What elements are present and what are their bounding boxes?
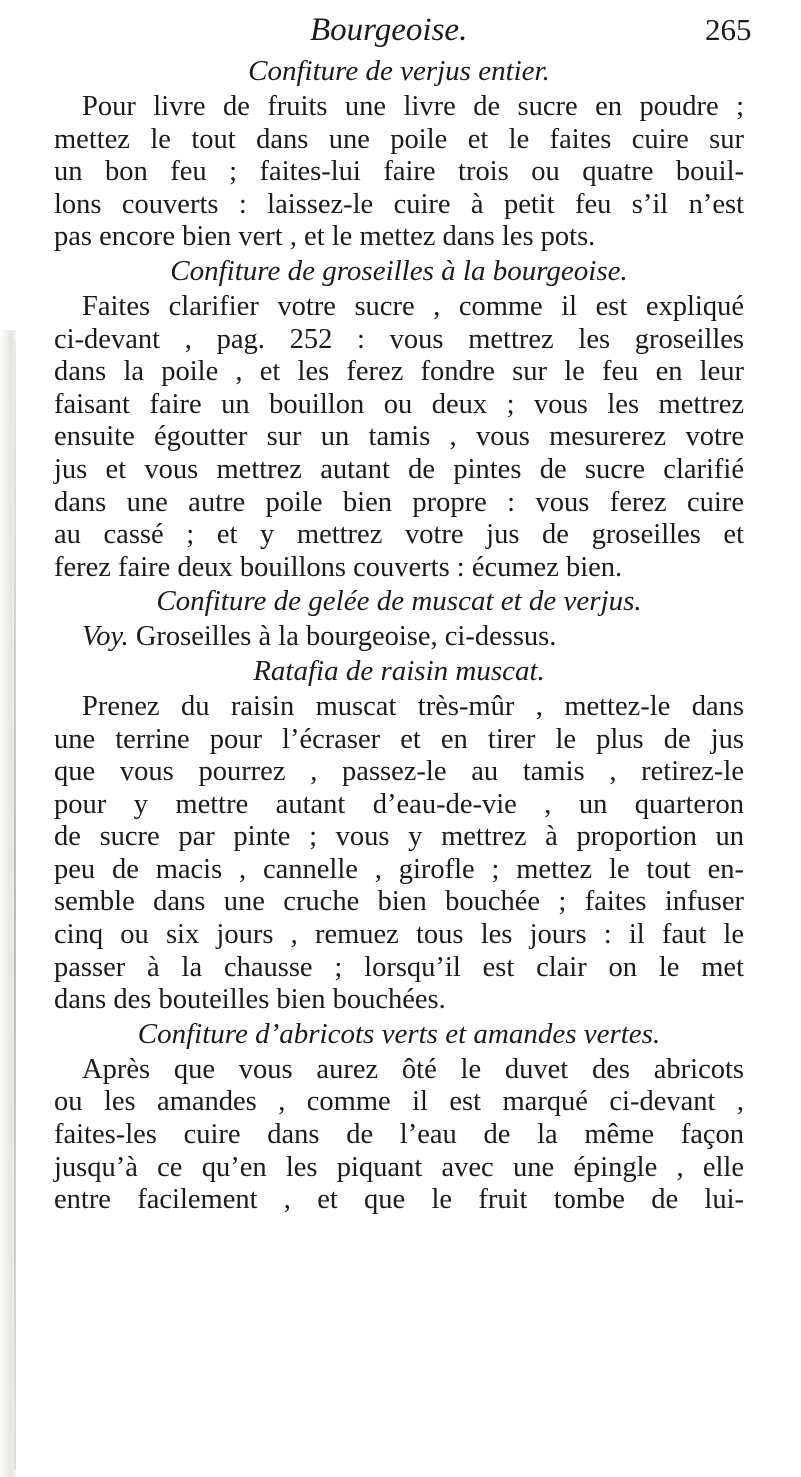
- cross-reference: [54, 621, 744, 654]
- text-line: entre facilement , et que le fruit tombe de lui-: [54, 1184, 744, 1216]
- text-line: mettez le tout dans une poile et le faites cuire sur: [54, 123, 744, 155]
- text-line: passer à la chausse ; lorsqu’il est clair on le met: [54, 951, 744, 983]
- text-line: faites-les cuire dans de l’eau de la même façon: [54, 1119, 744, 1151]
- text-line: de sucre par pinte ; vous y mettrez à proportion un: [54, 821, 744, 853]
- text-line: dans la poile , et les ferez fondre sur le feu en leur: [54, 356, 744, 388]
- text-line: jusqu’à ce qu’en les piquant avec une épingle , elle: [54, 1151, 744, 1183]
- text-line: pas encore bien vert , et le mettez dans les pots.: [54, 221, 596, 253]
- section-title: Ratafia de raisin muscat.: [253, 654, 545, 687]
- section-title: Confiture de groseilles à la bourgeoise.: [170, 254, 628, 287]
- text-line: Après que vous aurez ôté le duvet des abricots: [82, 1053, 744, 1085]
- see-text: Groseilles à la bourgeoise, ci-dessus.: [128, 621, 557, 653]
- text-line: cinq ou six jours , remuez tous les jours : il faut le: [54, 919, 744, 951]
- text-line: peu de macis , cannelle , girofle ; mettez le tout en-: [54, 853, 744, 885]
- text-line: faisant faire un bouillon ou deux ; vous les mettrez: [54, 388, 744, 420]
- text-line: au cassé ; et y mettrez votre jus de groseilles et: [54, 519, 744, 551]
- binding-shadow: [14, 340, 16, 1470]
- text-line: Faites clarifier votre sucre , comme il est expliqué: [82, 290, 744, 322]
- page-body: [54, 54, 744, 1217]
- text-line: jus et vous mettrez autant de pintes de sucre clarifié: [54, 453, 744, 485]
- text-line: un bon feu ; faites-lui faire trois ou quatre bouil-: [54, 156, 744, 188]
- section-title: Confiture de verjus entier.: [248, 55, 550, 87]
- text-line: ferez faire deux bouillons couverts : écumez bien.: [54, 551, 623, 583]
- text-line: Pour livre de fruits une livre de sucre en poudre ;: [82, 91, 744, 122]
- page-number: 265: [705, 12, 752, 47]
- text-line: que vous pourrez , passez-le au tamis , retirez-le: [54, 756, 744, 788]
- text-line: ou les amandes , comme il est marqué ci-devant ,: [54, 1086, 744, 1118]
- text-line: semble dans une cruche bien bouchée ; faites infuser: [54, 886, 744, 918]
- text-line: une terrine pour l’écraser et en tirer le plus de jus: [54, 723, 744, 755]
- see-label: Voy.: [82, 621, 129, 653]
- section-title: Confiture de gelée de muscat et de verjus.: [156, 585, 642, 618]
- page-header: [0, 6, 801, 54]
- text-line: dans des bouteilles bien bouchées.: [54, 984, 446, 1016]
- running-title: Bourgeoise.: [310, 12, 468, 48]
- text-line: Prenez du raisin muscat très-mûr , mettez-le dans: [82, 690, 744, 722]
- text-line: pour y mettre autant d’eau-de-vie , un quarteron: [54, 788, 744, 820]
- section-title: Confiture d’abricots verts et amandes vertes.: [137, 1017, 661, 1050]
- text-line: ensuite égoutter sur un tamis , vous mesurerez votre: [54, 421, 744, 453]
- text-line: dans une autre poile bien propre : vous ferez cuire: [54, 486, 744, 518]
- text-line: ci-devant , pag. 252 : vous mettrez les groseilles: [54, 323, 744, 355]
- text-line: lons couverts : laissez-le cuire à petit feu s’il n’est: [54, 188, 744, 220]
